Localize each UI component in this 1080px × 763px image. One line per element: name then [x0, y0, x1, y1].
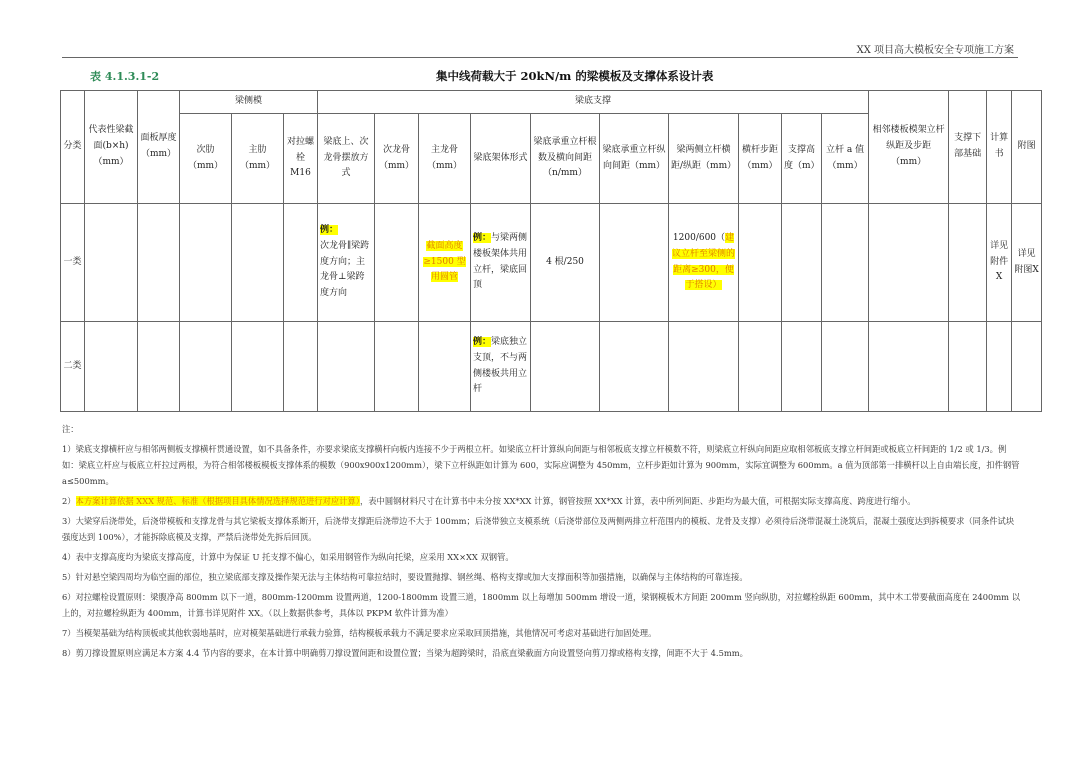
note-2-prefix: 2）	[62, 496, 76, 506]
cell-section	[85, 322, 138, 412]
cell-class: 二类	[61, 322, 85, 412]
cell-side-pole	[669, 322, 739, 412]
note-2	[62, 493, 1020, 509]
cell-main-rib	[232, 322, 284, 412]
cell-drawing	[1012, 322, 1042, 412]
note-6: 6）对拉螺栓设置原则：梁腹净高 800mm 以下一道，800mm-1200mm 设置两道，1200-1800mm 设置三道，1800mm 以上每增加 500mm 增设一道，梁钢模板木方间距 200mm 竖向纵肋，对拉螺栓纵距 600mm，其中木工带要截面高度在 2400mm 以上的，对拉螺栓纵距为 400mm，计算书详见附件 XX。（以上数据供参考，具体以 PKPM 软件计算为准）	[62, 592, 1020, 618]
cell-section	[85, 204, 138, 322]
header-step: 横杆步距（mm）	[739, 114, 782, 204]
cell-height	[782, 322, 822, 412]
table-row	[61, 322, 1042, 412]
design-table	[60, 90, 1042, 412]
cell-frame-form	[471, 322, 531, 412]
side-pole-value: 1200/600（	[672, 233, 726, 243]
cell-panel	[138, 204, 180, 322]
cell-panel	[138, 322, 180, 412]
main-joist-note: 截面高度≥1500 型用圆管	[423, 240, 466, 283]
cell-pole-a	[822, 204, 869, 322]
table-title: 集中线荷载大于 20kN/m 的梁模板及支撑体系设计表	[436, 69, 714, 83]
header-main-joist: 主龙骨（mm）	[419, 114, 471, 204]
cell-drawing: 详见附图X	[1012, 204, 1042, 322]
cell-main-joist	[419, 204, 471, 322]
notes-heading: 注：	[62, 424, 79, 434]
header-long-spacing: 梁底承重立杆纵向间距（mm）	[600, 114, 669, 204]
header-secondary-joist: 次龙骨（mm）	[375, 114, 419, 204]
note-2-rest: ，表中圆钢材料尺寸在计算书中未分按 XX*XX 计算，钢管按照 XX*XX 计算，表中所列间距、步距均为最大值，可根据实际支撑高度、跨度进行缩小。	[359, 496, 916, 506]
header-bolt: 对拉螺栓M16	[284, 114, 318, 204]
header-frame-form: 梁底架体形式	[471, 114, 531, 204]
cell-height	[782, 204, 822, 322]
example-label: 例：	[320, 225, 339, 236]
header-rule	[62, 57, 1018, 58]
header-pole-a: 立杆 a 值（mm）	[822, 114, 869, 204]
cell-secondary-joist	[375, 322, 419, 412]
note-3: 3）大梁穿后浇带处，后浇带模板和支撑龙骨与其它梁板支撑体系断开，后浇带支撑距后浇带边不大于 100mm；后浇带独立支模系统（后浇带部位及两侧两排立杆范围内的模板、龙骨及支撑）必须待后浇带混凝土浇筑后，混凝土强度达到拆模要求（同条件试块强度达到 100%），才能拆除底模及支撑，严禁后浇带处先拆后回顶。	[62, 516, 1015, 542]
side-pole-note: 建议立杆至梁侧的距离≥300，便于搭设	[671, 233, 735, 291]
header-group-bottom-support: 梁底支撑	[318, 91, 869, 114]
cell-pole-a	[822, 322, 869, 412]
header-arrangement: 梁底上、次龙骨摆放方式	[318, 114, 375, 204]
cell-main-joist	[419, 322, 471, 412]
cell-arrangement	[318, 204, 375, 322]
cell-base	[949, 204, 987, 322]
header-drawing: 附图	[1012, 91, 1042, 204]
cell-arrangement	[318, 322, 375, 412]
table-row	[61, 204, 1042, 322]
cell-side-pole	[669, 204, 739, 322]
frame-form-text: 与梁两侧楼板架体共用立杆，梁底回顶	[473, 233, 528, 291]
cell-long-spacing	[600, 322, 669, 412]
notes-section	[62, 421, 1020, 661]
cell-base	[949, 322, 987, 412]
cell-bolt	[284, 322, 318, 412]
header-main-rib: 主肋（mm）	[232, 114, 284, 204]
note-5: 5）针对悬空梁四周均为临空面的部位，独立梁底部支撑及操作架无法与主体结构可靠拉结时，要设置抛撑、钢丝绳、格构支撑或加大支撑面积等加强措施，以确保与主体结构的可靠连接。	[62, 572, 748, 582]
side-pole-close: ）	[712, 280, 722, 291]
cell-pole-count	[531, 322, 600, 412]
cell-secondary-joist	[375, 204, 419, 322]
header-pole-count: 梁底承重立杆根数及横向间距（n/mm）	[531, 114, 600, 204]
example-label: 例：	[473, 337, 492, 347]
header-calc-book: 计算书	[987, 91, 1012, 204]
document-header-title: XX 项目高大模板安全专项施工方案	[856, 45, 1014, 56]
cell-secondary-rib	[180, 322, 232, 412]
note-7: 7）当模架基础为结构顶板或其他软弱地基时，应对模架基础进行承载力验算，结构模板承载力不满足要求应采取回顶措施，其他情况可考虑对基础进行加固处理。	[62, 628, 657, 638]
note-4: 4）表中支撑高度均为梁底支撑高度，计算中为保证 U 托支撑不偏心，如采用钢管作为纵向托梁，应采用 XX×XX 双钢管。	[62, 552, 514, 562]
header-side-pole: 梁两侧立杆横距/纵距（mm）	[669, 114, 739, 204]
header-base: 支撑下部基础	[949, 91, 987, 204]
note-8: 8）剪刀撑设置原则应满足本方案 4.4 节内容的要求，在本计算中明确剪刀撑设置间距和设置位置；当梁为超跨梁时，沿底直梁截面方向设置竖向剪刀撑或格构支撑，间距不大于 4.5mm。	[62, 648, 748, 658]
cell-calc	[987, 322, 1012, 412]
cell-step	[739, 322, 782, 412]
cell-long-spacing	[600, 204, 669, 322]
cell-adjacent	[869, 204, 949, 322]
header-secondary-rib: 次肋（mm）	[180, 114, 232, 204]
arrangement-text: 次龙骨∥梁跨度方向；主龙骨⊥梁跨度方向	[320, 240, 370, 299]
cell-bolt	[284, 204, 318, 322]
cell-step	[739, 204, 782, 322]
frame-form-text: 梁底独立支顶，不与两侧楼板共用立杆	[473, 337, 528, 395]
cell-frame-form	[471, 204, 531, 322]
cell-main-rib	[232, 204, 284, 322]
cell-calc: 详见附件X	[987, 204, 1012, 322]
cell-pole-count: 4 根/250	[531, 204, 600, 322]
example-label: 例：	[473, 233, 492, 243]
header-section: 代表性梁截面(b×h)（mm）	[85, 91, 138, 204]
table-number: 表 4.1.3.1-2	[90, 70, 160, 83]
header-group-side-mold: 梁侧模	[180, 91, 318, 114]
header-height: 支撑高度（m）	[782, 114, 822, 204]
cell-secondary-rib	[180, 204, 232, 322]
header-class: 分类	[61, 91, 85, 204]
cell-class: 一类	[61, 204, 85, 322]
header-panel-thickness: 面板厚度（mm）	[138, 91, 180, 204]
header-adjacent-slab: 相邻楼板模架立杆纵距及步距（mm）	[869, 91, 949, 204]
note-2-highlight: 本方案计算依据 XXX 规范、标准（根据项目具体情况选择规范进行对应计算）	[75, 496, 360, 506]
note-1: 1）梁底支撑横杆应与相邻两侧板支撑横杆贯通设置，如不具备条件，亦要求梁底支撑横杆向板内连接不少于两根立杆。如梁底立杆计算纵向间距与相邻板底支撑立杆模数不符，则梁底立杆纵向间距应取相邻板底支撑立杆间距或板底立杆间距的 1/2 或 1/3。例如：梁底立杆应与板底立杆拉过两根，为符合相邻楼板模板支撑体系的模数（900x900x1200mm），梁下立杆纵距如计算为 600，实际应调整为 450mm，立杆步距如计算为 900mm，实际宜调整为 600mm。a 值为顶部第一排横杆以上自由端长度，扣件钢管 a≤500mm。	[62, 444, 1020, 486]
cell-adjacent	[869, 322, 949, 412]
